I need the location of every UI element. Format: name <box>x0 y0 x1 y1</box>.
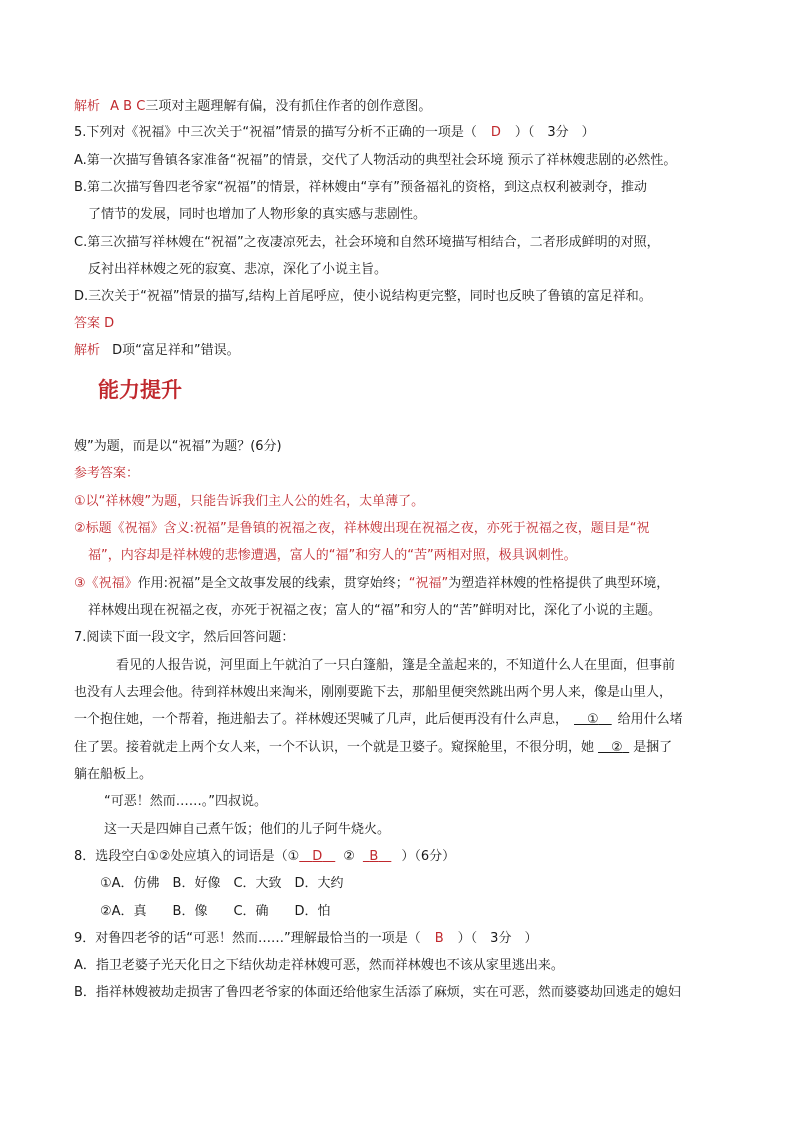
q9-stem-start: 9．对鲁四老爷的话“可恶！然而……”理解最恰当的一项是（ <box>74 931 421 946</box>
analysis-letters: A B C <box>110 99 146 114</box>
q5-option-c-line1: C.第三次描写祥林嫂在“祝福”之夜凄凉死去，社会环境和自然环境描写相结合，二者形成鲜明的对照， <box>74 235 660 250</box>
q5-answer-line: 答案 D <box>74 316 115 331</box>
q8-answer-1 <box>299 849 335 864</box>
q6-a3-text-b: 为塑造祥林嫂的性格提供了典型环境， <box>448 576 670 591</box>
q7-stem: 7.阅读下面一段文字，然后回答问题： <box>74 630 295 645</box>
q8-stem-end: ）（6分） <box>401 849 456 864</box>
q5-option-d: D.三次关于“祝福”情景的描写,结构上首尾呼应，使小说结构更完整，同时也反映了鲁镇的富足祥和。 <box>74 289 652 304</box>
q8-answer-1-text: D <box>312 849 323 864</box>
q8-options-2: ②A．真 B．像 C．确 D．怕 <box>100 904 331 919</box>
blank-2 <box>598 740 629 755</box>
analysis-text: 三项对主题理解有偏，没有抓住作者的创作意图。 <box>145 99 432 114</box>
q5-option-b-line1: B.第二次描写鲁四老爷家“祝福”的情景，祥林嫂由“享有”预备福礼的资格，到这点权利被剥夺，推动 <box>74 180 647 195</box>
q5-option-b-line2: 了情节的发展，同时也增加了人物形象的真实感与悲剧性。 <box>88 207 427 222</box>
q6-a3-quote: “祝福” <box>408 576 449 591</box>
q6-ref-label: 参考答案： <box>74 466 140 481</box>
q7-passage-5: 躺在船板上。 <box>74 767 153 782</box>
q5-stem-end: ）（ 3分 ） <box>514 125 595 140</box>
q7-passage-4a: 住了罢。接着就走上两个女人来，一个不认识，一个就是卫婆子。窥探舱里，不很分明，她 <box>74 740 595 755</box>
q5-option-a: A.第一次描写鲁镇各家准备“祝福”的情景，交代了人物活动的典型社会环境 预示了祥林嫂悲剧的必然性。 <box>74 153 677 168</box>
q7-passage-2: 也没有人去理会他。待到祥林嫂出来淘米，刚刚要跪下去，那船里便突然跳出两个男人来，像是山里人， <box>74 685 673 700</box>
q5-analysis <box>74 342 754 360</box>
q5-stem-start: 5.下列对《祝福》中三次关于“祝福”情景的描写分析不正确的一项是（ <box>74 125 477 140</box>
q6-answer-3-line2: 祥林嫂出现在祝福之夜，亦死于祝福之夜；富人的“福”和穷人的“苦”鲜明对比，深化了小说的主题。 <box>88 603 661 618</box>
q7-passage-3a: 一个抱住她，一个帮着，拖进船去了。祥林嫂还哭喊了几声，此后便再没有什么声息， <box>74 712 569 727</box>
q8-stem <box>74 848 754 866</box>
q8-options-1: ①A．仿佛 B．好像 C．大致 D．大约 <box>100 876 344 891</box>
q6-a3-text: 作用:祝福”是全文故事发展的线索，贯穿始终； <box>137 576 409 591</box>
q6-answer-2-line1: ②标题《祝福》含义:祝福”是鲁镇的祝福之夜，祥林嫂出现在祝福之夜，亦死于祝福之夜，题目是“祝 <box>74 521 650 536</box>
q9-answer: B <box>434 931 444 946</box>
q9-stem <box>74 930 754 948</box>
q5-analysis-label: 解析 <box>74 343 101 358</box>
q6-answer-1: ①以“祥林嫂”为题，只能告诉我们主人公的姓名，太单薄了。 <box>74 494 425 509</box>
q8-stem-mid: ② <box>343 849 355 864</box>
q6-answer-3-line1 <box>74 575 754 593</box>
q7-passage-4b: 是捆了 <box>633 740 673 755</box>
q5-option-c-line2: 反衬出祥林嫂之死的寂寞、悲凉，深化了小说主旨。 <box>88 262 388 277</box>
blank-1-label: ① <box>587 712 599 727</box>
q8-answer-2 <box>363 849 391 864</box>
q6-a3-prefix: ③《祝福》 <box>74 576 138 591</box>
q6-answer-2-line2: 福”，内容却是祥林嫂的悲惨遭遇，富人的“福”和穷人的“苦”两相对照，极具讽刺性。 <box>88 548 577 563</box>
q9-stem-end: ）（ 3分 ） <box>457 931 538 946</box>
analysis-line <box>74 98 754 116</box>
q7-passage-3 <box>74 711 754 729</box>
q8-answer-2-text: B <box>369 849 379 864</box>
section-title: 能力提升 <box>98 377 182 402</box>
q9-option-b: B．指祥林嫂被劫走损害了鲁四老爷家的体面还给他家生活添了麻烦，实在可恶，然而婆婆劫回逃走的媳妇 <box>74 985 681 1000</box>
q5-answer: D <box>490 125 501 140</box>
q7-passage-4 <box>74 739 754 757</box>
q9-option-a: A．指卫老婆子光天化日之下结伙劫走祥林嫂可恶，然而祥林嫂也不该从家里逃出来。 <box>74 958 564 973</box>
blank-2-label: ② <box>611 740 623 755</box>
q6-fragment: 嫂”为题，而是以“祝福”为题？(6分) <box>74 439 282 454</box>
q8-stem-start: 8．选段空白①②处应填入的词语是（① <box>74 849 300 864</box>
q7-passage-7: 这一天是四婶自己煮午饭；他们的儿子阿牛烧火。 <box>104 822 391 837</box>
q5-analysis-text: D项“富足祥和”错误。 <box>112 343 240 358</box>
q7-passage-3b: 给用什么堵 <box>617 712 683 727</box>
analysis-label: 解析 <box>74 99 101 114</box>
blank-1 <box>574 712 612 727</box>
q7-passage-6: “可恶！然而……。”四叔说。 <box>104 794 267 809</box>
q7-passage-1: 看见的人报告说，河里面上午就泊了一只白篷船，篷是全盖起来的，不知道什么人在里面，但事前 <box>116 658 676 673</box>
question-5-stem <box>74 124 754 142</box>
